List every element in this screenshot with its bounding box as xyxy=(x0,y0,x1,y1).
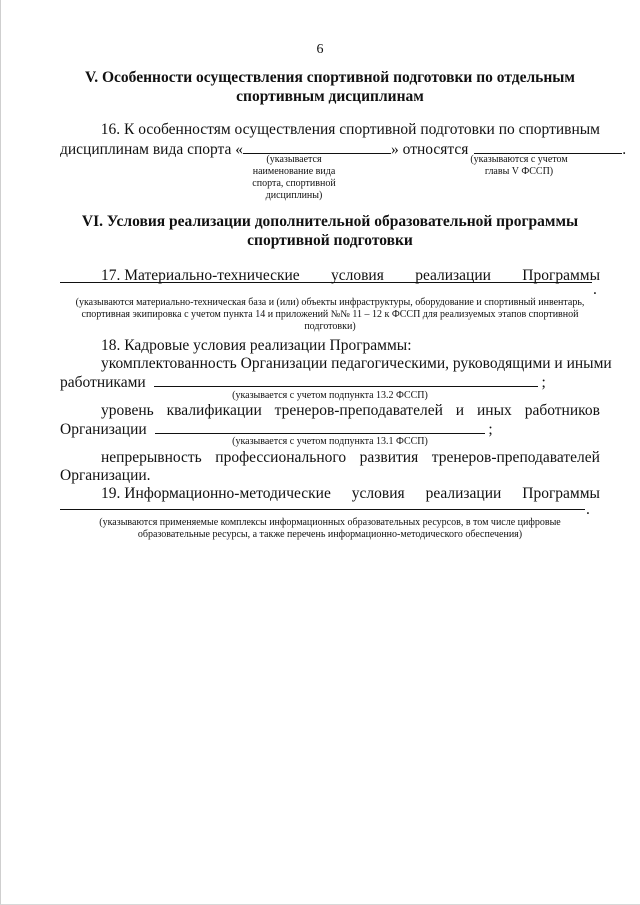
item-17-blank xyxy=(60,282,592,283)
continuity-word: профессионального xyxy=(215,449,347,466)
qualification-word: и xyxy=(455,402,465,419)
qualification-line1 xyxy=(101,401,600,420)
section-5-title-line1: V. Особенности осуществления спортивной подготовки по отдельным xyxy=(85,69,575,86)
qualification-word: тренеров-преподавателей xyxy=(274,402,443,419)
item-19-word: 19. Информационно-методические xyxy=(101,485,331,502)
item-16-line2-start: дисциплинам вида спорта « xyxy=(60,141,244,158)
page-number: 6 xyxy=(316,42,324,57)
item-17-word: условия xyxy=(331,267,384,284)
qualification-line2-end: ; xyxy=(488,421,493,438)
staffing-line2-end: ; xyxy=(541,374,546,391)
staffing-line2 xyxy=(60,372,546,392)
features-blank xyxy=(474,139,622,154)
qualification-word: уровень xyxy=(101,402,154,419)
qualification-line2-start: Организации xyxy=(60,421,147,438)
item-16-note-right: (указываются с учетом главы V ФССП) xyxy=(470,154,568,177)
continuity-word: тренеров-преподавателей xyxy=(431,449,600,466)
item-19-note: (указываются применяемые комплексы информационных образовательных ресурсов, в том числе цифровые образовательные ресурсы, а также перечень информационно-методического обеспечения) xyxy=(99,517,561,540)
item-16-note-left: (указывается наименование вида спорта, спортивной дисциплины) xyxy=(252,154,336,201)
item-17-word: Программы xyxy=(522,267,600,284)
item-17-end: . xyxy=(593,281,597,298)
item-16-line2-mid: » относятся xyxy=(391,141,469,158)
item-17-note: (указываются материально-техническая база и (или) объекты инфраструктуры, оборудование и спортивный инвентарь, спортивная экипировка с учетом пункта 14 и приложений №№ 11 – 12 к ФССП для реализуемых этапов спортивной подготовки) xyxy=(75,297,585,332)
section-5-heading xyxy=(60,68,600,106)
section-6-title-line2: спортивной подготовки xyxy=(247,232,413,249)
item-19-line1 xyxy=(101,484,600,503)
item-19-blank xyxy=(60,509,585,510)
item-19-word: реализации xyxy=(425,485,502,502)
sport-name-blank xyxy=(243,139,391,154)
staffing-blank xyxy=(154,372,538,387)
section-6-title-line1: VI. Условия реализации дополнительной образовательной программы xyxy=(81,213,579,230)
continuity-word: развития xyxy=(359,449,419,466)
staffing-note: (указывается с учетом подпункта 13.2 ФССП) xyxy=(232,390,428,401)
qualification-word: иных xyxy=(477,402,512,419)
section-5-title-line2: спортивным дисциплинам xyxy=(236,88,424,105)
continuity-line2: Организации. xyxy=(60,467,151,484)
item-19-word: Программы xyxy=(522,485,600,502)
item-19-word: условия xyxy=(351,485,405,502)
staffing-line2-start: работниками xyxy=(60,374,146,391)
qualification-note: (указывается с учетом подпункта 13.1 ФССП) xyxy=(232,436,428,447)
continuity-line1 xyxy=(101,448,600,467)
qualification-word: квалификации xyxy=(166,402,262,419)
staffing-line1: укомплектованность Организации педагогическими, руководящими и иными xyxy=(101,355,612,372)
continuity-word: непрерывность xyxy=(101,449,202,466)
item-17-word: 17. Материально-технические xyxy=(101,267,300,284)
qualification-blank xyxy=(155,419,485,434)
item-18-title: 18. Кадровые условия реализации Программы: xyxy=(101,337,412,354)
qualification-word: работников xyxy=(524,402,600,419)
item-17-word: реализации xyxy=(415,267,491,284)
section-6-heading xyxy=(60,212,600,250)
item-19-end: . xyxy=(586,501,590,518)
item-16-line1: 16. К особенностям осуществления спортивной подготовки по спортивным xyxy=(100,121,600,138)
item-16-line2-end: . xyxy=(622,141,627,158)
